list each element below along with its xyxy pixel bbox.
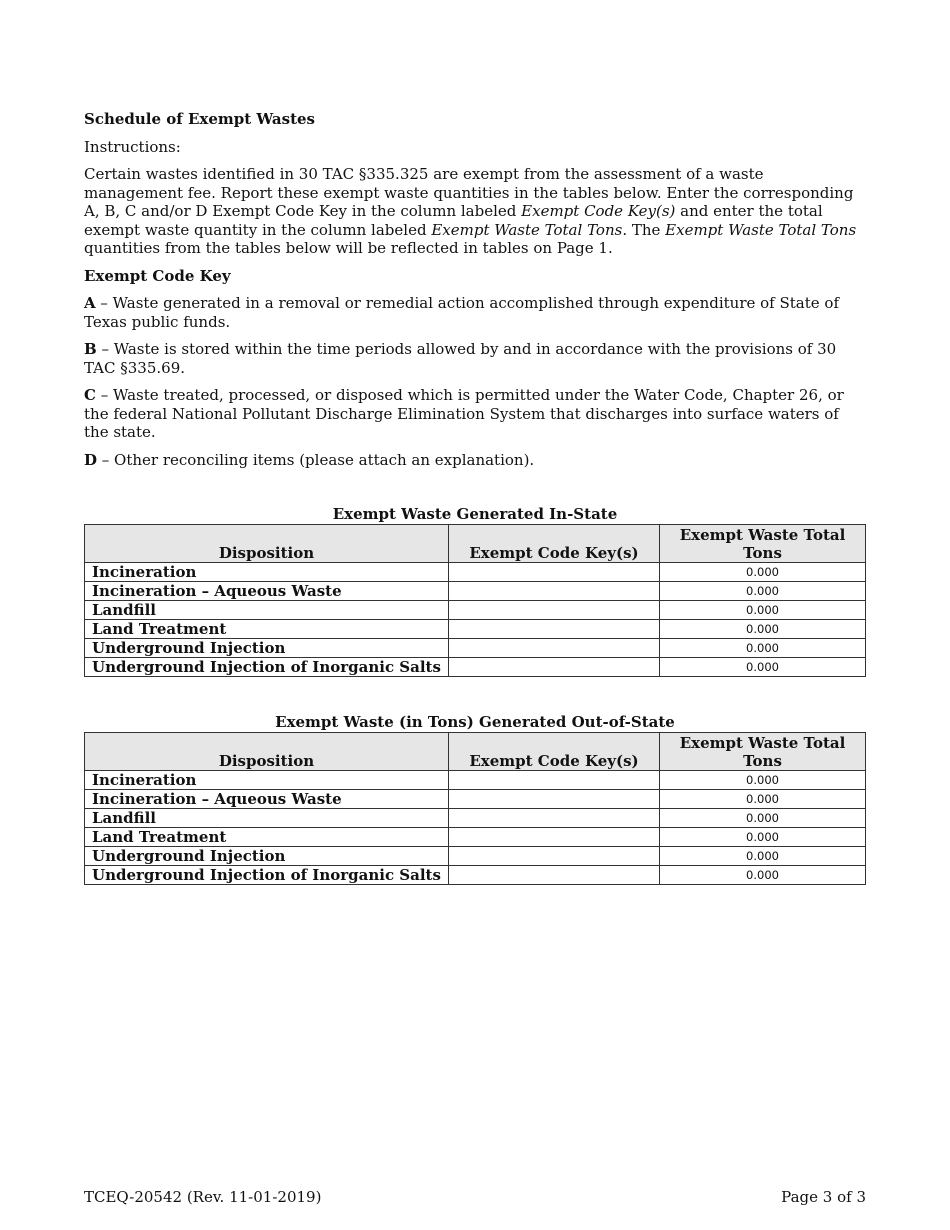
table-row [85,847,866,866]
disposition-cell: Incineration – Aqueous Waste [85,582,449,601]
table-row [85,809,866,828]
table-row [85,658,866,677]
code-letter-c: C [84,386,96,404]
code-key-input-cell[interactable] [449,790,660,809]
code-key-c [84,386,866,442]
total-tons-cell[interactable]: 0.000 [660,790,866,809]
page-number-footer: Page 3 of 3 [781,1188,866,1206]
in-state-table [84,524,866,677]
total-tons-cell[interactable]: 0.000 [660,620,866,639]
table-row [85,771,866,790]
total-tons-cell[interactable]: 0.000 [660,771,866,790]
instructions-label: Instructions: [84,137,181,156]
code-text-b: – Waste is stored within the time periods allowed by and in accordance with the provisions of 30 TAC §335.69. [84,340,837,377]
total-tons-cell[interactable]: 0.000 [660,563,866,582]
code-text-a: – Waste generated in a removal or remedial action accomplished through expenditure of State of Texas public funds. [84,294,839,331]
code-key-input-cell[interactable] [449,658,660,677]
disposition-header: Disposition [85,733,449,771]
table-row [85,639,866,658]
code-key-a [84,294,866,331]
code-key-input-cell[interactable] [449,847,660,866]
total-tons-cell[interactable]: 0.000 [660,809,866,828]
table-row [85,563,866,582]
code-key-input-cell[interactable] [449,828,660,847]
code-key-input-cell[interactable] [449,771,660,790]
document-page [84,110,866,885]
disposition-cell: Incineration – Aqueous Waste [85,790,449,809]
intro-italic-code-key: Exempt Code Key(s) [521,202,676,220]
total-tons-cell[interactable]: 0.000 [660,639,866,658]
disposition-cell: Incineration [85,771,449,790]
disposition-cell: Underground Injection of Inorganic Salts [85,866,449,885]
code-letter-d: D [84,450,98,469]
disposition-cell: Land Treatment [85,620,449,639]
code-key-input-cell[interactable] [449,866,660,885]
disposition-cell: Incineration [85,563,449,582]
form-id-footer: TCEQ-20542 (Rev. 11-01-2019) [84,1188,322,1206]
intro-text-4: quantities from the tables below will be reflected in tables on Page 1. [84,239,613,257]
code-key-input-cell[interactable] [449,582,660,601]
code-text-c: – Waste treated, processed, or disposed which is permitted under the Water Code, Chapter 26, or the federal National Pollutant Discharge Elimination System that discharges into surface waters of the state. [84,386,844,441]
table-row [85,790,866,809]
table-row [85,601,866,620]
total-tons-cell[interactable]: 0.000 [660,601,866,620]
intro-text-2: and enter the total exempt waste quantity in the column labeled [84,202,823,239]
code-letter-a: A [84,294,96,312]
table-row [85,866,866,885]
table-row [85,582,866,601]
intro-text-3: . The [622,220,666,239]
code-key-input-cell[interactable] [449,563,660,582]
page-title: Schedule of Exempt Wastes [84,110,316,128]
total-tons-cell[interactable]: 0.000 [660,658,866,677]
total-tons-cell[interactable]: 0.000 [660,828,866,847]
code-key-input-cell[interactable] [449,601,660,620]
total-tons-header: Exempt Waste Total Tons [660,525,866,563]
disposition-cell: Underground Injection [85,639,449,658]
code-key-b [84,340,866,377]
instructions-paragraph [84,165,866,258]
disposition-cell: Underground Injection of Inorganic Salts [85,658,449,677]
code-key-heading: Exempt Code Key [84,266,231,285]
code-key-header: Exempt Code Key(s) [449,733,660,771]
code-key-header: Exempt Code Key(s) [449,525,660,563]
table-row [85,828,866,847]
disposition-cell: Landfill [85,809,449,828]
code-key-input-cell[interactable] [449,809,660,828]
intro-italic-total-tons: Exempt Waste Total Tons [431,220,623,239]
intro-italic-total-tons-2: Exempt Waste Total Tons [665,220,857,239]
out-of-state-table-title: Exempt Waste (in Tons) Generated Out-of-State [275,713,675,731]
table-header-row [85,525,866,563]
table-row [85,620,866,639]
code-letter-b: B [84,340,97,358]
code-key-input-cell[interactable] [449,639,660,658]
code-key-d [84,451,866,470]
in-state-table-title: Exempt Waste Generated In-State [332,505,618,523]
total-tons-cell[interactable]: 0.000 [660,582,866,601]
disposition-cell: Land Treatment [85,828,449,847]
disposition-cell: Underground Injection [85,847,449,866]
total-tons-cell[interactable]: 0.000 [660,847,866,866]
out-of-state-table [84,732,866,885]
table-header-row [85,733,866,771]
disposition-header: Disposition [85,525,449,563]
disposition-cell: Landfill [85,601,449,620]
intro-text-1: Certain wastes identified in 30 TAC §335.325 are exempt from the assessment of a waste management fee. Report these exempt waste quantities in the tables below. Enter the corresponding A, B, C and/or D Exempt Code Key in the column labeled [84,165,854,220]
code-text-d: – Other reconciling items (please attach an explanation). [97,450,535,469]
code-key-input-cell[interactable] [449,620,660,639]
total-tons-cell[interactable]: 0.000 [660,866,866,885]
total-tons-header: Exempt Waste Total Tons [660,733,866,771]
